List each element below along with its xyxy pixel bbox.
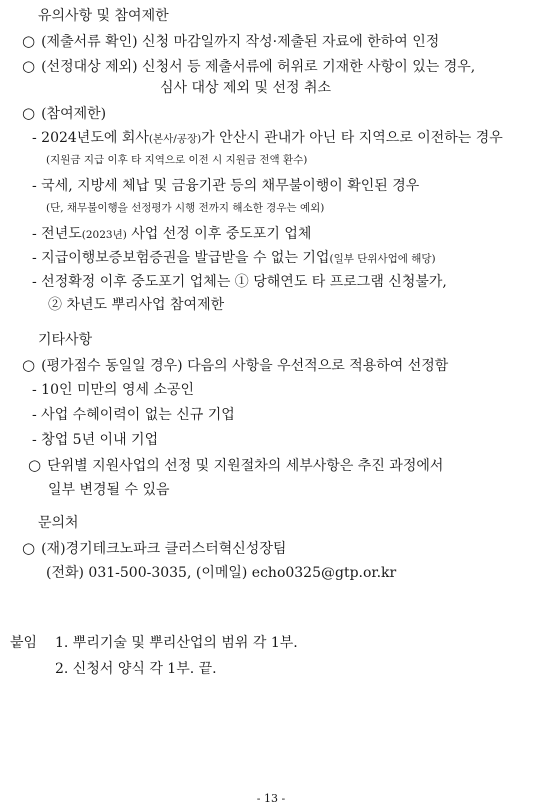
circle-bullet-icon: ○ [22, 356, 36, 374]
circle-bullet-icon: ○ [22, 539, 36, 557]
tiebreak-small-business: - 10인 미만의 영세 소공인 [32, 382, 195, 398]
tiebreak-new-company: - 사업 수혜이력이 없는 신규 기업 [32, 407, 235, 423]
attachment-item-2: 2. 신청서 양식 각 1부. 끝. [55, 661, 217, 677]
contact-detail: (전화) 031-500-3035, (이메일) echo0325@gtp.or.kr [46, 565, 397, 581]
notes-item-restriction [22, 103, 106, 124]
attachment-item-1: 1. 뿌리기술 및 뿌리산업의 범위 각 1부. [55, 635, 298, 651]
restriction-relocation-note: (지원금 지급 이후 타 지역으로 이전 시 지원금 전액 환수) [46, 154, 308, 166]
restriction-post-selection-dropout-cont: ② 차년도 뿌리사업 참여제한 [48, 297, 225, 313]
other-item-text: (평가점수 동일일 경우) 다음의 사항을 우선적으로 적용하여 선정함 [41, 358, 449, 374]
restriction-prior-dropout: - 전년도(2023년) 사업 선정 이후 중도포기 업체 [32, 226, 312, 242]
restriction-tax-default-note: (단, 채무불이행을 선정평가 시행 전까지 해소한 경우는 예외) [46, 202, 325, 214]
restriction-post-selection-dropout: - 선정확정 이후 중도포기 업체는 ① 당해연도 타 프로그램 신청불가, [32, 274, 447, 290]
contact-org-text: (재)경기테크노파크 클러스터혁신성장팀 [41, 541, 287, 557]
notes-item-text: (선정대상 제외) 신청서 등 제출서류에 허위로 기재한 사항이 있는 경우, [41, 59, 476, 75]
section-heading-contact: 문의처 [38, 515, 79, 531]
restriction-tax-default: - 국세, 지방세 체납 및 금융기관 등의 채무불이행이 확인된 경우 [32, 178, 420, 194]
notes-item-exclusion [22, 56, 475, 77]
restriction-relocation: - 2024년도에 회사(본사/공장)가 안산시 관내가 아닌 타 지역으로 이전하는 경우 [32, 130, 503, 146]
page-number: - 13 - [256, 792, 286, 805]
notes-item-text: (제출서류 확인) 신청 마감일까지 작성·제출된 자료에 한하여 인정 [41, 34, 440, 50]
notes-item-exclusion-cont: 심사 대상 제외 및 선정 취소 [160, 80, 332, 96]
circle-bullet-icon: ○ [22, 32, 36, 50]
restriction-guarantee-insurance: - 지급이행보증보험증권을 발급받을 수 없는 기업(일부 단위사업에 해당) [32, 250, 436, 266]
tiebreak-startup: - 창업 5년 이내 기업 [32, 432, 159, 448]
other-item-text: 단위별 지원사업의 선정 및 지원절차의 세부사항은 추진 과정에서 [47, 458, 444, 474]
other-item-tiebreak [22, 355, 448, 376]
attachments-label: 붙임 [10, 635, 38, 651]
section-heading-notes: 유의사항 및 참여제한 [38, 8, 169, 24]
section-heading-other: 기타사항 [38, 332, 93, 348]
circle-bullet-icon: ○ [22, 57, 36, 75]
notes-item-submission [22, 31, 439, 52]
other-item-changes [28, 455, 443, 476]
other-item-changes-cont: 일부 변경될 수 있음 [48, 482, 170, 498]
circle-bullet-icon: ○ [28, 456, 42, 474]
notes-item-text: (참여제한) [41, 106, 107, 122]
contact-org [22, 538, 286, 559]
circle-bullet-icon: ○ [22, 104, 36, 122]
